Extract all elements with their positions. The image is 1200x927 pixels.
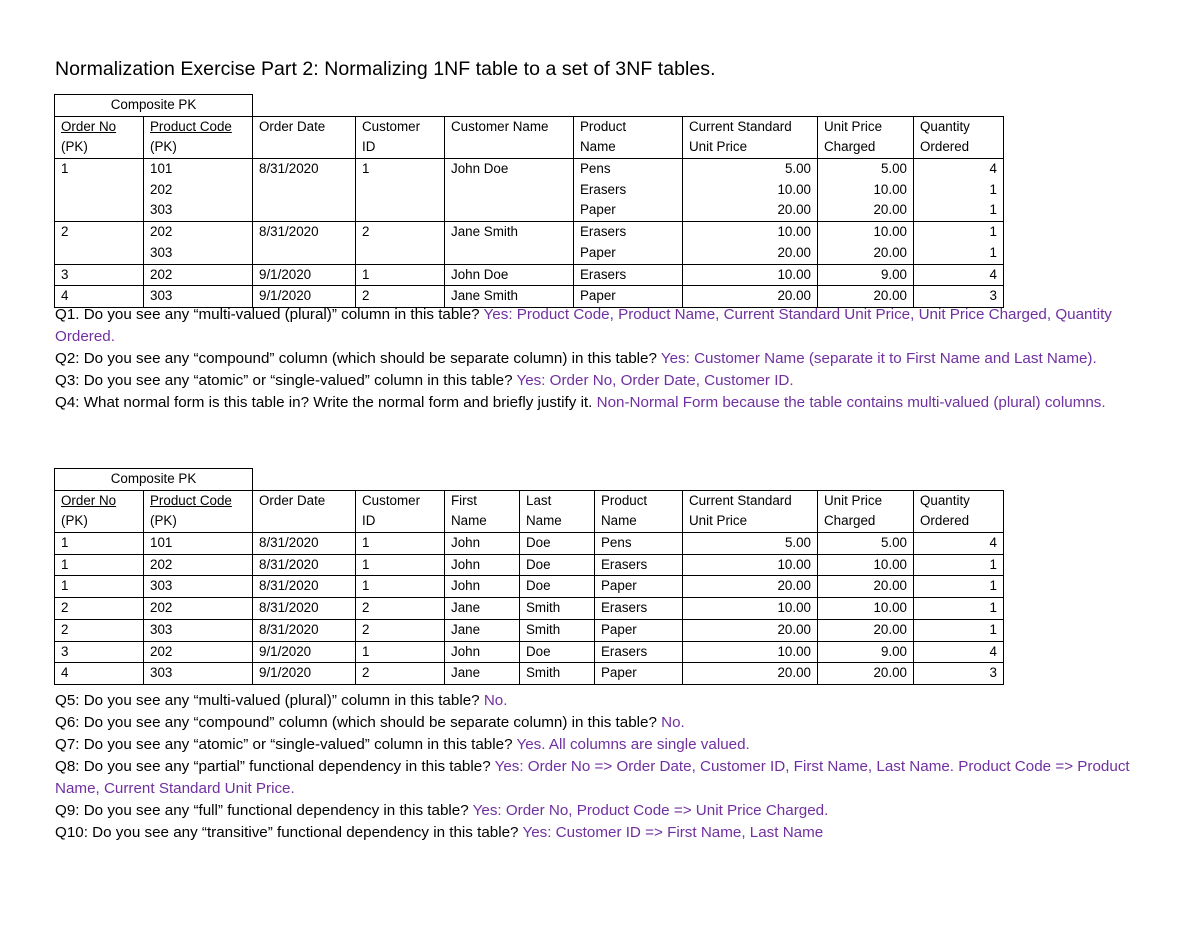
table-cell: [253, 180, 356, 201]
header-cell: Quantity: [914, 116, 1004, 137]
table-cell: 303: [144, 576, 253, 598]
answer-text: Yes: Order No => Order Date, Customer ID, First Name, Last Name. Product Code => Product Name, Current Standard Unit Price.: [55, 758, 1130, 797]
table-cell: 1: [356, 264, 445, 286]
table-cell: 202: [144, 180, 253, 201]
table-cell: 1: [914, 598, 1004, 620]
table-cell: 9/1/2020: [253, 641, 356, 663]
table-cell: [356, 200, 445, 221]
table-cell: 4: [55, 663, 144, 685]
header-cell: [253, 511, 356, 532]
table-cell: 20.00: [818, 576, 914, 598]
table-cell: 20.00: [683, 576, 818, 598]
question-text: Q9: Do you see any “full” functional dependency in this table?: [55, 802, 473, 819]
table-row: [55, 159, 1004, 180]
table-normalized: [54, 468, 1004, 685]
table-cell: 20.00: [818, 663, 914, 685]
table-cell: Doe: [520, 641, 595, 663]
header-cell: (PK): [144, 137, 253, 158]
table-cell: 101: [144, 533, 253, 555]
question-text: Q10: Do you see any “transitive” functional dependency in this table?: [55, 824, 523, 841]
table-cell: 1: [55, 159, 144, 180]
table-cell: 4: [914, 159, 1004, 180]
table-cell: 8/31/2020: [253, 619, 356, 641]
answer-text: No.: [661, 714, 685, 731]
table-cell: 10.00: [683, 598, 818, 620]
table-cell: Erasers: [574, 222, 683, 243]
header-cell: Current Standard: [683, 490, 818, 511]
table-cell: 1: [356, 533, 445, 555]
table-cell: 1: [914, 243, 1004, 264]
table-cell: [356, 180, 445, 201]
table-cell: 202: [144, 598, 253, 620]
table-cell: Jane: [445, 619, 520, 641]
table-cell: Paper: [574, 243, 683, 264]
table-cell: Doe: [520, 576, 595, 598]
answer-text: Yes: Customer Name (separate it to First Name and Last Name).: [660, 350, 1097, 367]
table-cell: 1: [55, 554, 144, 576]
header-cell: Order Date: [253, 116, 356, 137]
qa-item: [55, 392, 1155, 414]
header-cell: Charged: [818, 137, 914, 158]
qa-item: [55, 348, 1155, 370]
header-cell: Customer: [356, 116, 445, 137]
table-cell: 20.00: [683, 286, 818, 308]
header-cell: Name: [574, 137, 683, 158]
table-cell: 303: [144, 243, 253, 264]
table-cell: 10.00: [818, 598, 914, 620]
table-cell: 1: [914, 619, 1004, 641]
header-cell: Current Standard: [683, 116, 818, 137]
table-cell: 1: [356, 159, 445, 180]
table-row: [55, 222, 1004, 243]
table-cell: 9.00: [818, 264, 914, 286]
table-cell: 2: [356, 286, 445, 308]
table-cell: Paper: [574, 200, 683, 221]
table-cell: Doe: [520, 554, 595, 576]
table-cell: 9/1/2020: [253, 264, 356, 286]
header-cell: First: [445, 490, 520, 511]
table-cell: 4: [914, 264, 1004, 286]
table-row: [55, 641, 1004, 663]
table-cell: 303: [144, 286, 253, 308]
table-cell: 3: [55, 641, 144, 663]
header-cell: (PK): [55, 511, 144, 532]
qa-item: [55, 370, 1155, 392]
question-text: Q1. Do you see any “multi-valued (plural)” column in this table?: [55, 306, 484, 323]
header-cell: Product: [595, 490, 683, 511]
table-cell: Jane Smith: [445, 286, 574, 308]
table-cell: [445, 200, 574, 221]
table-cell: 303: [144, 663, 253, 685]
table-cell: 20.00: [683, 663, 818, 685]
table-cell: John Doe: [445, 264, 574, 286]
question-text: Q3: Do you see any “atomic” or “single-valued” column in this table?: [55, 372, 517, 389]
table-cell: Doe: [520, 533, 595, 555]
table-cell: 1: [55, 576, 144, 598]
table-cell: Jane Smith: [445, 222, 574, 243]
table-cell: 20.00: [818, 243, 914, 264]
table-cell: Smith: [520, 598, 595, 620]
table-cell: Paper: [574, 286, 683, 308]
table-row: [55, 619, 1004, 641]
qa-item: [55, 800, 1155, 822]
table-cell: 1: [914, 222, 1004, 243]
table-row: [55, 200, 1004, 221]
header-cell: Quantity: [914, 490, 1004, 511]
table-cell: 10.00: [818, 180, 914, 201]
header-cell: [445, 137, 574, 158]
table-cell: [55, 243, 144, 264]
question-text: Q7: Do you see any “atomic” or “single-valued” column in this table?: [55, 736, 517, 753]
table-cell: 20.00: [818, 200, 914, 221]
table-cell: 101: [144, 159, 253, 180]
answer-text: Yes: Customer ID => First Name, Last Name: [522, 824, 824, 841]
header-cell: Name: [520, 511, 595, 532]
table-cell: John: [445, 641, 520, 663]
table-cell: 10.00: [683, 180, 818, 201]
answer-text: Yes: Order No, Product Code => Unit Price Charged.: [472, 802, 829, 819]
answer-text: No.: [483, 692, 508, 709]
table-cell: 8/31/2020: [253, 598, 356, 620]
table-cell: 2: [55, 619, 144, 641]
table-cell: Jane: [445, 663, 520, 685]
question-text: Q8: Do you see any “partial” functional dependency in this table?: [55, 758, 495, 775]
question-text: Q2: Do you see any “compound” column (which should be separate column) in this table?: [55, 350, 661, 367]
table-cell: 202: [144, 222, 253, 243]
question-text: Q6: Do you see any “compound” column (which should be separate column) in this table?: [55, 714, 662, 731]
table-cell: 1: [356, 554, 445, 576]
table-cell: 1: [914, 576, 1004, 598]
header-cell: Unit Price: [683, 137, 818, 158]
header-cell: Customer: [356, 490, 445, 511]
table-cell: Erasers: [595, 641, 683, 663]
table-cell: 5.00: [683, 533, 818, 555]
table-row: [55, 533, 1004, 555]
table-cell: [55, 180, 144, 201]
table-cell: John: [445, 533, 520, 555]
table-cell: 5.00: [683, 159, 818, 180]
table-cell: 4: [55, 286, 144, 308]
table-cell: 10.00: [683, 264, 818, 286]
table-row: [55, 554, 1004, 576]
table-cell: Pens: [595, 533, 683, 555]
questions-part-1: [55, 304, 1155, 414]
table-cell: 8/31/2020: [253, 222, 356, 243]
header-cell: Order No: [55, 490, 144, 511]
qa-item: [55, 304, 1155, 348]
header-cell: ID: [356, 137, 445, 158]
table-cell: 2: [55, 222, 144, 243]
table-cell: 5.00: [818, 159, 914, 180]
header-cell: Customer Name: [445, 116, 574, 137]
question-text: Q5: Do you see any “multi-valued (plural)” column in this table?: [55, 692, 484, 709]
header-cell: Charged: [818, 511, 914, 532]
table-cell: John Doe: [445, 159, 574, 180]
header-cell: Order Date: [253, 490, 356, 511]
table-cell: [445, 243, 574, 264]
table-cell: 2: [356, 598, 445, 620]
table-cell: [253, 200, 356, 221]
table-cell: 2: [356, 619, 445, 641]
table-cell: [55, 200, 144, 221]
table-cell: Erasers: [574, 264, 683, 286]
table-cell: 3: [914, 663, 1004, 685]
qa-item: [55, 690, 1155, 712]
table-cell: 8/31/2020: [253, 159, 356, 180]
page-title: Normalization Exercise Part 2: Normalizing 1NF table to a set of 3NF tables.: [55, 58, 716, 80]
table-cell: 1: [914, 554, 1004, 576]
table-1nf: [54, 94, 1004, 308]
header-cell: Name: [445, 511, 520, 532]
table-cell: 9/1/2020: [253, 663, 356, 685]
answer-text: Yes: Order No, Order Date, Customer ID.: [516, 372, 794, 389]
header-cell: Product: [574, 116, 683, 137]
table-cell: 1: [356, 576, 445, 598]
header-cell: Unit Price: [818, 116, 914, 137]
header-cell: ID: [356, 511, 445, 532]
table-cell: 3: [914, 286, 1004, 308]
table-cell: John: [445, 576, 520, 598]
header-cell: Order No: [55, 116, 144, 137]
qa-item: [55, 756, 1155, 800]
header-cell: (PK): [55, 137, 144, 158]
table-row: [55, 180, 1004, 201]
table-cell: 20.00: [818, 619, 914, 641]
table-cell: Pens: [574, 159, 683, 180]
qa-item: [55, 712, 1155, 734]
header-cell: Unit Price: [818, 490, 914, 511]
table-cell: 202: [144, 554, 253, 576]
table-cell: 10.00: [683, 641, 818, 663]
header-cell: Ordered: [914, 511, 1004, 532]
table-cell: 10.00: [818, 554, 914, 576]
header-cell: Name: [595, 511, 683, 532]
answer-text: Yes. All columns are single valued.: [516, 736, 750, 753]
table-cell: 4: [914, 533, 1004, 555]
table-cell: Paper: [595, 619, 683, 641]
table-row: [55, 264, 1004, 286]
header-cell: Product Code: [144, 490, 253, 511]
table-cell: 1: [356, 641, 445, 663]
table-cell: 10.00: [683, 222, 818, 243]
table-cell: 4: [914, 641, 1004, 663]
table-cell: 20.00: [683, 200, 818, 221]
table-cell: 3: [55, 264, 144, 286]
table-cell: John: [445, 554, 520, 576]
table-cell: 1: [914, 180, 1004, 201]
composite-pk-label: Composite PK: [55, 469, 253, 491]
table-row: [55, 663, 1004, 685]
header-cell: Product Code: [144, 116, 253, 137]
table-cell: Paper: [595, 576, 683, 598]
table-cell: 20.00: [683, 619, 818, 641]
table-cell: 10.00: [818, 222, 914, 243]
header-cell: (PK): [144, 511, 253, 532]
header-cell: Ordered: [914, 137, 1004, 158]
table-cell: 8/31/2020: [253, 554, 356, 576]
table-cell: 5.00: [818, 533, 914, 555]
answer-text: Non-Normal Form because the table contains multi-valued (plural) columns.: [596, 394, 1106, 411]
table-cell: 10.00: [683, 554, 818, 576]
header-cell: Unit Price: [683, 511, 818, 532]
table-cell: Smith: [520, 619, 595, 641]
table-cell: 9.00: [818, 641, 914, 663]
qa-item: [55, 734, 1155, 756]
table-cell: 202: [144, 264, 253, 286]
table-cell: 8/31/2020: [253, 576, 356, 598]
table-cell: 8/31/2020: [253, 533, 356, 555]
table-cell: [445, 180, 574, 201]
table-cell: [356, 243, 445, 264]
table-cell: 20.00: [818, 286, 914, 308]
table-cell: [253, 243, 356, 264]
table-cell: 202: [144, 641, 253, 663]
question-text: Q4: What normal form is this table in? Write the normal form and briefly justify it.: [55, 394, 597, 411]
table-cell: Smith: [520, 663, 595, 685]
table-cell: 2: [55, 598, 144, 620]
answer-text: Yes: Product Code, Product Name, Current Standard Unit Price, Unit Price Charged, Quantity Ordered.: [55, 306, 1112, 345]
header-cell: [253, 137, 356, 158]
qa-item: [55, 822, 1155, 844]
questions-part-2: [55, 690, 1155, 844]
table-cell: 20.00: [683, 243, 818, 264]
table-cell: Paper: [595, 663, 683, 685]
table-row: [55, 598, 1004, 620]
table-cell: Jane: [445, 598, 520, 620]
composite-pk-label: Composite PK: [55, 95, 253, 117]
table-row: [55, 243, 1004, 264]
table-cell: Erasers: [595, 554, 683, 576]
table-cell: 2: [356, 222, 445, 243]
table-cell: 2: [356, 663, 445, 685]
header-cell: Last: [520, 490, 595, 511]
table-cell: 1: [914, 200, 1004, 221]
table-cell: Erasers: [574, 180, 683, 201]
table-cell: 303: [144, 200, 253, 221]
table-row: [55, 576, 1004, 598]
table-cell: 1: [55, 533, 144, 555]
table-cell: Erasers: [595, 598, 683, 620]
table-cell: 303: [144, 619, 253, 641]
table-cell: 9/1/2020: [253, 286, 356, 308]
